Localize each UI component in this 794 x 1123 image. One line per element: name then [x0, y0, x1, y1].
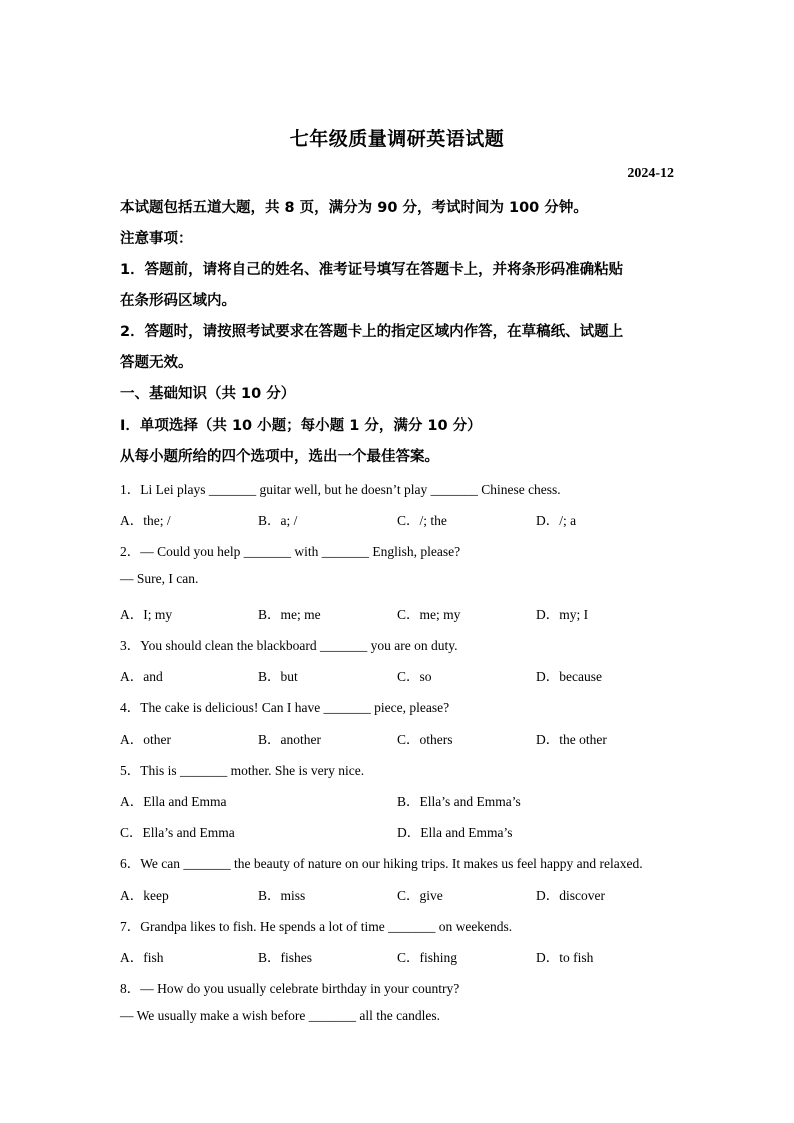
option-c: C．me; my	[397, 607, 461, 622]
option-c: C．give	[397, 888, 443, 903]
option-c: C．fishing	[397, 950, 458, 965]
notice-heading: 注意事项：	[120, 231, 193, 247]
question-stem: 2．— Could you help _______ with _______ English, please?	[120, 544, 461, 559]
option-b: B．Ella’s and Emma’s	[397, 794, 521, 809]
question-stem: 4．The cake is delicious! Can I have _______ piece, please?	[120, 700, 450, 715]
option-a: A．the; /	[120, 513, 171, 528]
option-a: A．other	[120, 732, 171, 747]
option-b: B．a; /	[258, 513, 298, 528]
option-d: D．discover	[536, 888, 605, 903]
question-reply: — We usually make a wish before _______ all the candles.	[120, 1008, 440, 1023]
option-a: A．fish	[120, 950, 164, 965]
question-stem: 1．Li Lei plays _______ guitar well, but he doesn’t play _______ Chinese chess.	[120, 482, 561, 497]
option-a: A．and	[120, 669, 163, 684]
question-stem: 5．This is _______ mother. She is very nice.	[120, 763, 365, 778]
notice-item-1-line-1: 1．答题前，请将自己的姓名、准考证号填写在答题卡上，并将条形码准确粘贴	[120, 262, 624, 278]
section-instruction: 从每小题所给的四个选项中，选出一个最佳答案。	[120, 449, 439, 465]
option-a: A．keep	[120, 888, 169, 903]
option-d: D．my; I	[536, 607, 589, 622]
option-b: B．miss	[258, 888, 306, 903]
option-b: B．another	[258, 732, 321, 747]
option-a: A．Ella and Emma	[120, 794, 227, 809]
option-a: A．I; my	[120, 607, 173, 622]
part-title: 一、基础知识（共 10 分）	[120, 386, 296, 402]
option-d: D．/; a	[536, 513, 577, 528]
exam-summary: 本试题包括五道大题，共 8 页，满分为 90 分，考试时间为 100 分钟。	[120, 200, 588, 216]
option-d: D．Ella and Emma’s	[397, 825, 513, 840]
exam-date: 2024-12	[627, 166, 674, 181]
question-reply: — Sure, I can.	[120, 571, 199, 586]
exam-title: 七年级质量调研英语试题	[289, 128, 505, 150]
option-d: D．the other	[536, 732, 607, 747]
notice-item-2-line-1: 2．答题时，请按照考试要求在答题卡上的指定区域内作答，在草稿纸、试题上	[120, 324, 624, 340]
option-c: C．Ella’s and Emma	[120, 825, 235, 840]
option-d: D．because	[536, 669, 602, 684]
option-b: B．fishes	[258, 950, 312, 965]
option-c: C．others	[397, 732, 453, 747]
question-stem: 8．— How do you usually celebrate birthday in your country?	[120, 981, 460, 996]
notice-item-2-line-2: 答题无效。	[120, 355, 193, 371]
notice-item-1-line-2: 在条形码区域内。	[120, 293, 236, 309]
question-stem: 7．Grandpa likes to fish. He spends a lot of time _______ on weekends.	[120, 919, 513, 934]
option-b: B．but	[258, 669, 298, 684]
question-stem: 3．You should clean the blackboard _______ you are on duty.	[120, 638, 458, 653]
section-sub-title: Ⅰ．单项选择（共 10 小题；每小题 1 分，满分 10 分）	[120, 418, 482, 434]
option-c: C．/; the	[397, 513, 447, 528]
option-c: C．so	[397, 669, 432, 684]
option-b: B．me; me	[258, 607, 321, 622]
question-stem: 6．We can _______ the beauty of nature on our hiking trips. It makes us feel happy and relaxed.	[120, 856, 643, 871]
option-d: D．to fish	[536, 950, 594, 965]
